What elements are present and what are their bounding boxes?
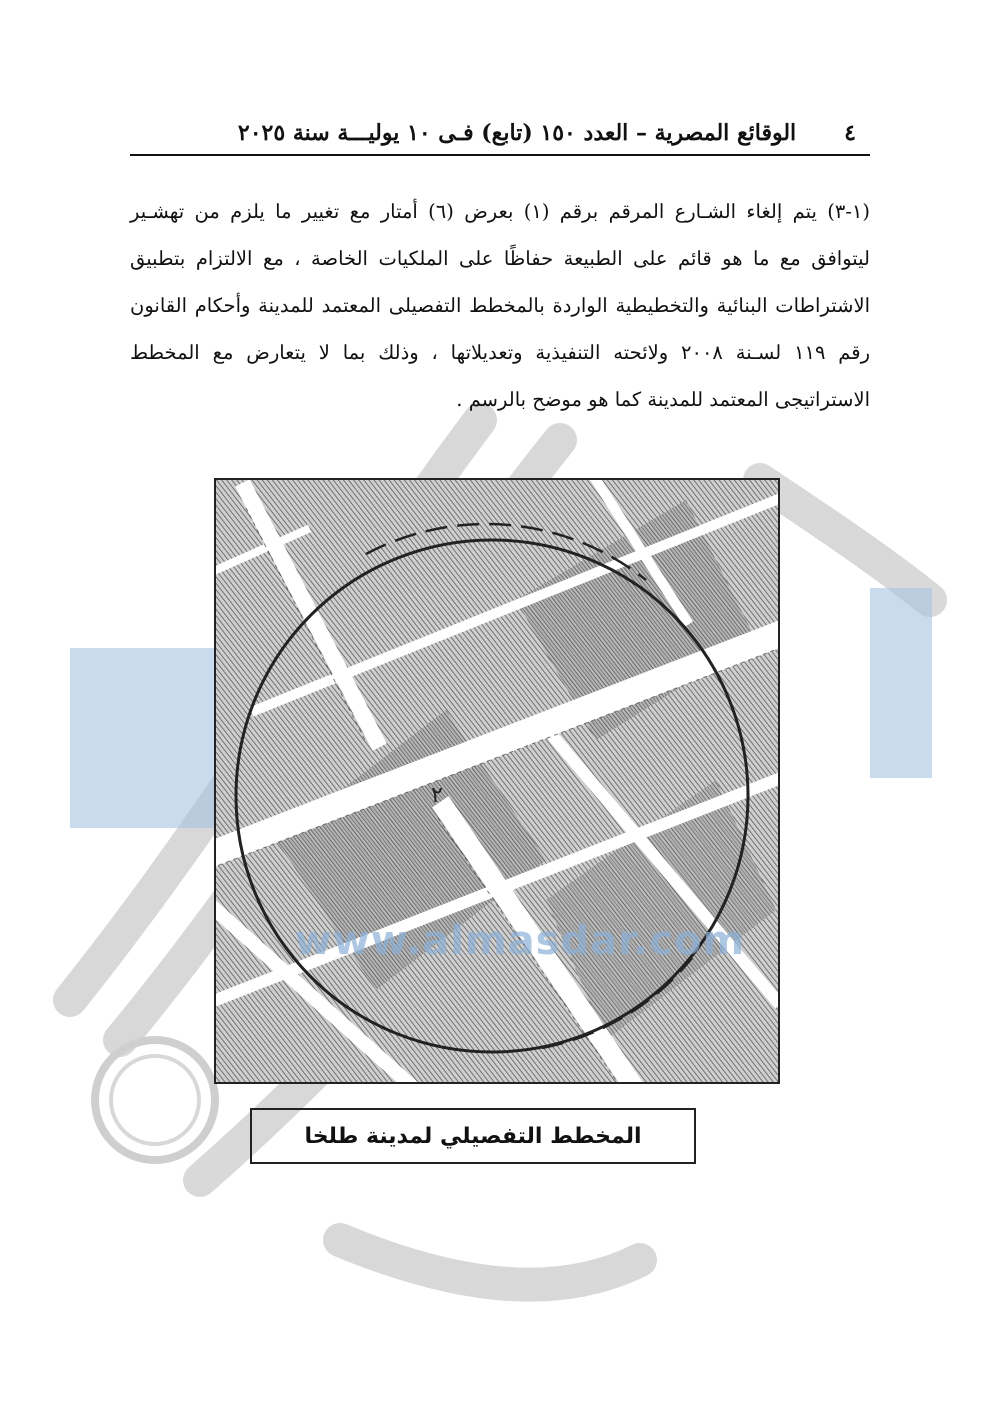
decree-text — [130, 188, 870, 423]
page-header — [130, 112, 870, 156]
gazette-title: الوقائع المصرية – العدد ١٥٠ (تابع) فـى ١٠ يوليـــة سنة ٢٠٢٥ — [237, 120, 797, 146]
figure-caption: المخطط التفصيلي لمدينة طلخا — [250, 1108, 696, 1164]
page-number: ٤ — [844, 120, 856, 146]
detailed-plan-map — [214, 478, 780, 1084]
map-street-marker: ٢ — [431, 783, 443, 808]
clause-paragraph: (١-٣) يتم إلغاء الشـارع المرقم برقم (١) بعرض (٦) أمتار مع تغيير ما يلزم من تهشـير ليتوافق مع ما هو قائم على الطبيعة حفاظًا على الملكيات الخاصة ، مع الالتزام بتطبيق الاشتراطات البنائية والتخطيطية الواردة بالمخطط التفصيلى المعتمد للمدينة وأحكام القانون رقم ١١٩ لسـنة ٢٠٠٨ ولائحته التنفيذية وتعديلاتها ، وذلك بما لا يتعارض مع المخطط الاستراتيجى المعتمد للمدينة كما هو موضح بالرسم . — [130, 200, 871, 411]
map-drawing — [216, 480, 778, 1082]
watermark-url: www.almasdar.com — [294, 918, 746, 964]
